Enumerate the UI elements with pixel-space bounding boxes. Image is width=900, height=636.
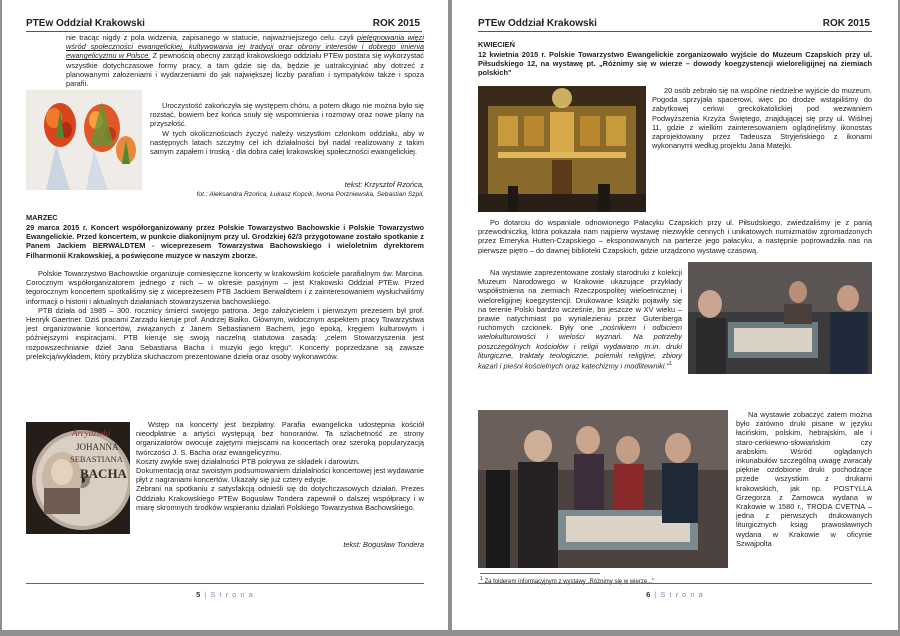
paragraph-ptb-history: PTB działa od 1985 – 300. rocznicy śmierci swojego patrona. Jego założycielem i pierwszym prezesem był prof. Henryk Gaertner. Dziś pracami Zarządu kieruje prof. Andrzej Białko. Głównym, widocznym aspektem pracy Towarzystwa jest organizowanie koncertów, związanych z Janem Sebastianem Bachem, jego epoką, kręgiem kulturowym i późniejszymi inspiracjami. PTB kieruje się swoją naczelną statutowa zasadą: „celem Stowarzyszenia jest rozpowszechnianie dzieł Jana Sebastiana Bacha i muzyki jego kręgu". Koncerty poprzedzane są zawsze prelekcją/wykładem, który przybliża słuchaczom prezentowane dzieła oraz osoby wykonawców.	[26, 305, 424, 361]
exhibition-photo	[688, 262, 872, 374]
cd-title-line1: Arcydzieła	[72, 428, 111, 438]
footnote-text: Za folderem informacyjnym z wystawy „Różnimy się w wierze..."	[482, 579, 655, 585]
header-right-year: ROK 2015	[822, 18, 870, 29]
article-body	[26, 269, 424, 361]
signature-author: tekst: Bogusław Tondera	[343, 540, 424, 549]
paragraph-emphasis: pielęgnowania więzi wśród społeczności ewangelickiej, kultywowania jej tradycji oraz obrony interesów i dobrego imienia ewangelicyzmu w Polsce.	[66, 33, 424, 61]
paragraph-intro: nie tracąc nigdy z pola widzenia, zapisanego w statucie, najważniejszego celu. czyli	[66, 33, 357, 42]
paragraph-exhibition	[478, 268, 682, 371]
concert-details	[136, 420, 424, 512]
page-footer	[452, 590, 898, 599]
paragraph-museum: Po dotarciu do wspaniale odnowionego Pałacyku Czapskich przy ul. Piłsudskiego, zwiedzaliśmy je z panią przewodniczką, która pokazała nam najpierw wystawę niezwykle cennych i unikatowych numizmatów zgromadzonych przez Emeryka Hutten-Czapskiego – eksponowanych na parterze jego pałacyku, a następnie poprowadziła nas na pierwsze piętro – do dawnej biblioteki Czapskich, gdzie urządzono wystawę czasową.	[478, 218, 872, 255]
paragraph-choir: Uroczystość zakończyła się występem chóru, a potem długo nie można było się rozstać, bowiem bez końca snuły się wspomnienia i rozmowy oraz nowe plany na przyszłość.	[150, 101, 424, 129]
bach-cd-cover	[26, 422, 130, 534]
page-number: 5	[196, 590, 201, 599]
paragraph-free-entry: Wstęp na koncerty jest bezpłatny. Parafia ewangelicka udostępnia kościół nieodpłatnie a artyści występują bez honorariów. Ta szlachetność ze strony organizatorów owocuje zajętymi miejscami na koncertach oraz szeroką popularyzacją twórczości J. S. Bacha oraz ewangelicyzmu.	[136, 420, 424, 457]
paragraph-prints: Na wystawie zobaczyć zatem można było zarówno druki pisane w języku łacińskim, polskim, hebrajskim, ale i staro-cerkiewno-słowiańskim czy arabskim. Wśród oglądanych inkunabułów szczególną uwagę zwracały pięknie ozdobione druki pochodzące przede wszystkim z drukarni krakowskich, jak np. POSTYLLA Grzegorza z Żarnowca wydana w Krakowie w 1580 r., TRODA CVETNA – jedna z pierwszych drukowanych liturgicznych ksiąg prawosławnych wydana w Krakowie w oficynie Szwajpolta	[736, 410, 872, 548]
exhibition-quote: „nośnikiem i odbiciem wielokulturowości i wielości wyznań. Na potrzeby poszczególnych kościołów i religii wydawano m.in. druki liturgiczne, traktaty teologiczne, polemiki religijne, zbiory kazań i pieśni kościelnych oraz katechizmy i modlitewniki."	[478, 323, 683, 371]
cd-title-line4: BACHA	[80, 466, 127, 481]
paragraph-costs: Koszty zwykłe swej działalności PTB pokrywa ze składek i darowizn.	[136, 456, 360, 466]
header-rule	[26, 31, 422, 32]
header-left-year: ROK 2015	[372, 18, 420, 29]
flowers-photo	[26, 90, 142, 190]
visitors-photo	[478, 410, 728, 568]
page-5	[2, 0, 448, 630]
month-heading: MARZEC	[26, 213, 58, 222]
page-footer-label: | S t r o n a	[204, 590, 254, 599]
month-heading: KWIECIEŃ	[478, 40, 515, 49]
page-6	[452, 0, 898, 630]
paragraph-wishes: W tych okolicznościach życzyć należy wszystkim członkom oddziału, aby w następnych latach szczytny cel ich działalności był nadal realizowany z takim samym zapałem i troską - dla dobra całej krakowskiej społeczności ewangelickiej.	[150, 128, 424, 157]
paragraph-walk: 20 osób zebrało się na wspólne niedzielne wyjście do muzeum. Pogoda sprzyjała spacerowi, więc po drodze wstąpiliśmy do zabytkowej cerkwi greckokatolickiej pod wezwaniem Podwyższenia Krzyża Świętego, znajdującej się przy ul. Wiślnej 11, gdzie z wielkim zainteresowaniem oglądnęliśmy ikonostas zaprojektowany przez Tadeusza Stryjeńskiego z ikonami wykonanymi według projektu Jana Matejki.	[652, 86, 872, 151]
cd-title-line3: SEBASTIANA	[70, 454, 123, 464]
page-number: 6	[646, 590, 651, 599]
page-footer	[2, 590, 448, 599]
paragraph-ptb-concerts: Polskie Towarzystwo Bachowskie organizuje comiesięczne koncerty w krakowskim kościele parafialnym św. Marcina. Corocznym współorganizatorem jednego z nich – w okresie pasyjnym – jest Krakowski Oddział PTEw. Przed tegorocznym koncertem spotkaliśmy się z wiceprezesem PTB Jackiem Berwaldtem i z zainteresowaniem wysłuchaliśmy informacji o historii i aktualnych działaniach stowarzyszenia bachowskiego.	[26, 269, 424, 306]
header-rule	[478, 31, 872, 32]
paragraph-cooperation: Zebrani na spotkaniu z satysfakcją odnieśli się do dotychczasowych działań. Prezes Oddziału Krakowskiego PTEw Bogusław Tondera zapewnił o dalszej współpracy i w miarę skromnych środków wspieraniu działań Polskiego Towarzystwa Bachowskiego.	[136, 484, 424, 512]
footer-rule	[478, 583, 872, 584]
header-left-title: PTEw Oddział Krakowski	[478, 18, 597, 29]
exhibition-text: Na wystawie zaprezentowane zostały starodruki z kolekcji Muzeum Narodowego w Krakowie ukazujące przykłady współistnienia na ziemiach Rzeczpospolitej wieloetnicznej i wieloreligijnej koegzystencji. Drukowane książki pojawiły się na terenie Polski bardzo wcześnie, bo jeszcze w XV wieku – prawie natychmiast po wynalezieniu przez Gutenberga ruchomych czcionek. Były one	[478, 268, 682, 333]
paragraph-recordings: Dokumentacją oraz swoistym podsumowaniem działalności koncertowej jest wydawanie płyt z nagraniami koncertów. Ukazały się już cztery edycje.	[136, 466, 424, 485]
closing-paragraphs	[150, 101, 424, 156]
cd-title-line2: JOHANNA	[76, 442, 119, 452]
footnote-number: 1	[480, 576, 483, 582]
page-footer-label: | S t r o n a	[654, 590, 704, 599]
lead-paragraph: 12 kwietnia 2015 r. Polskie Towarzystwo Ewangelickie zorganizowało wyjście do Muzeum Czapskich przy ul. Piłsudskiego 12, na wystawę pt. „Różnimy się w wierze – dowody koegzystencji wieloreligijnej na ziemiach polskich"	[478, 50, 872, 78]
header-left-title: PTEw Oddział Krakowski	[26, 18, 145, 29]
footnote-ref: 1	[669, 361, 672, 368]
footnote-rule	[480, 573, 600, 574]
article-closing	[66, 33, 424, 88]
lead-paragraph: 29 marca 2015 r. Koncert współorganizowany przez Polskie Towarzystwo Bachowskie i Polskie Towarzystwo Ewangelickie. Przed koncertem, w punkcie diakonijnym przy ul. Grodzkiej 62/3 przygotowane zostało spotkanie z Panem Jackiem BERWALDTEM - wiceprezesem Towarzystwa Bachowskiego i wieloletnim dyrektorem Filharmonii Krakowskiej, a poświęcone muzyce w naszym zborze.	[26, 223, 424, 260]
iconostasis-photo	[478, 86, 646, 212]
footer-rule	[26, 583, 424, 584]
signature-text: tekst: Krzysztof Rzońca,	[344, 180, 424, 189]
signature-photos: fot.: Aleksandra Rzońca, Łukasz Kopcik, Iwona Porzniewska, Sebastian Szpil,	[196, 191, 424, 198]
paragraph-continued: Z pewnością obecny zarząd krakowskiego oddziału PTEw postara się wykorzystać wszystkie dotychczasowe formy pracy, a tam gdzie się da, będzie je uatrakcyjniać aby dotrzeć z planowanymi założeniami i wydarzeniami do jak największej liczby parafian i sympatyków także i spoza parafii.	[66, 51, 424, 89]
